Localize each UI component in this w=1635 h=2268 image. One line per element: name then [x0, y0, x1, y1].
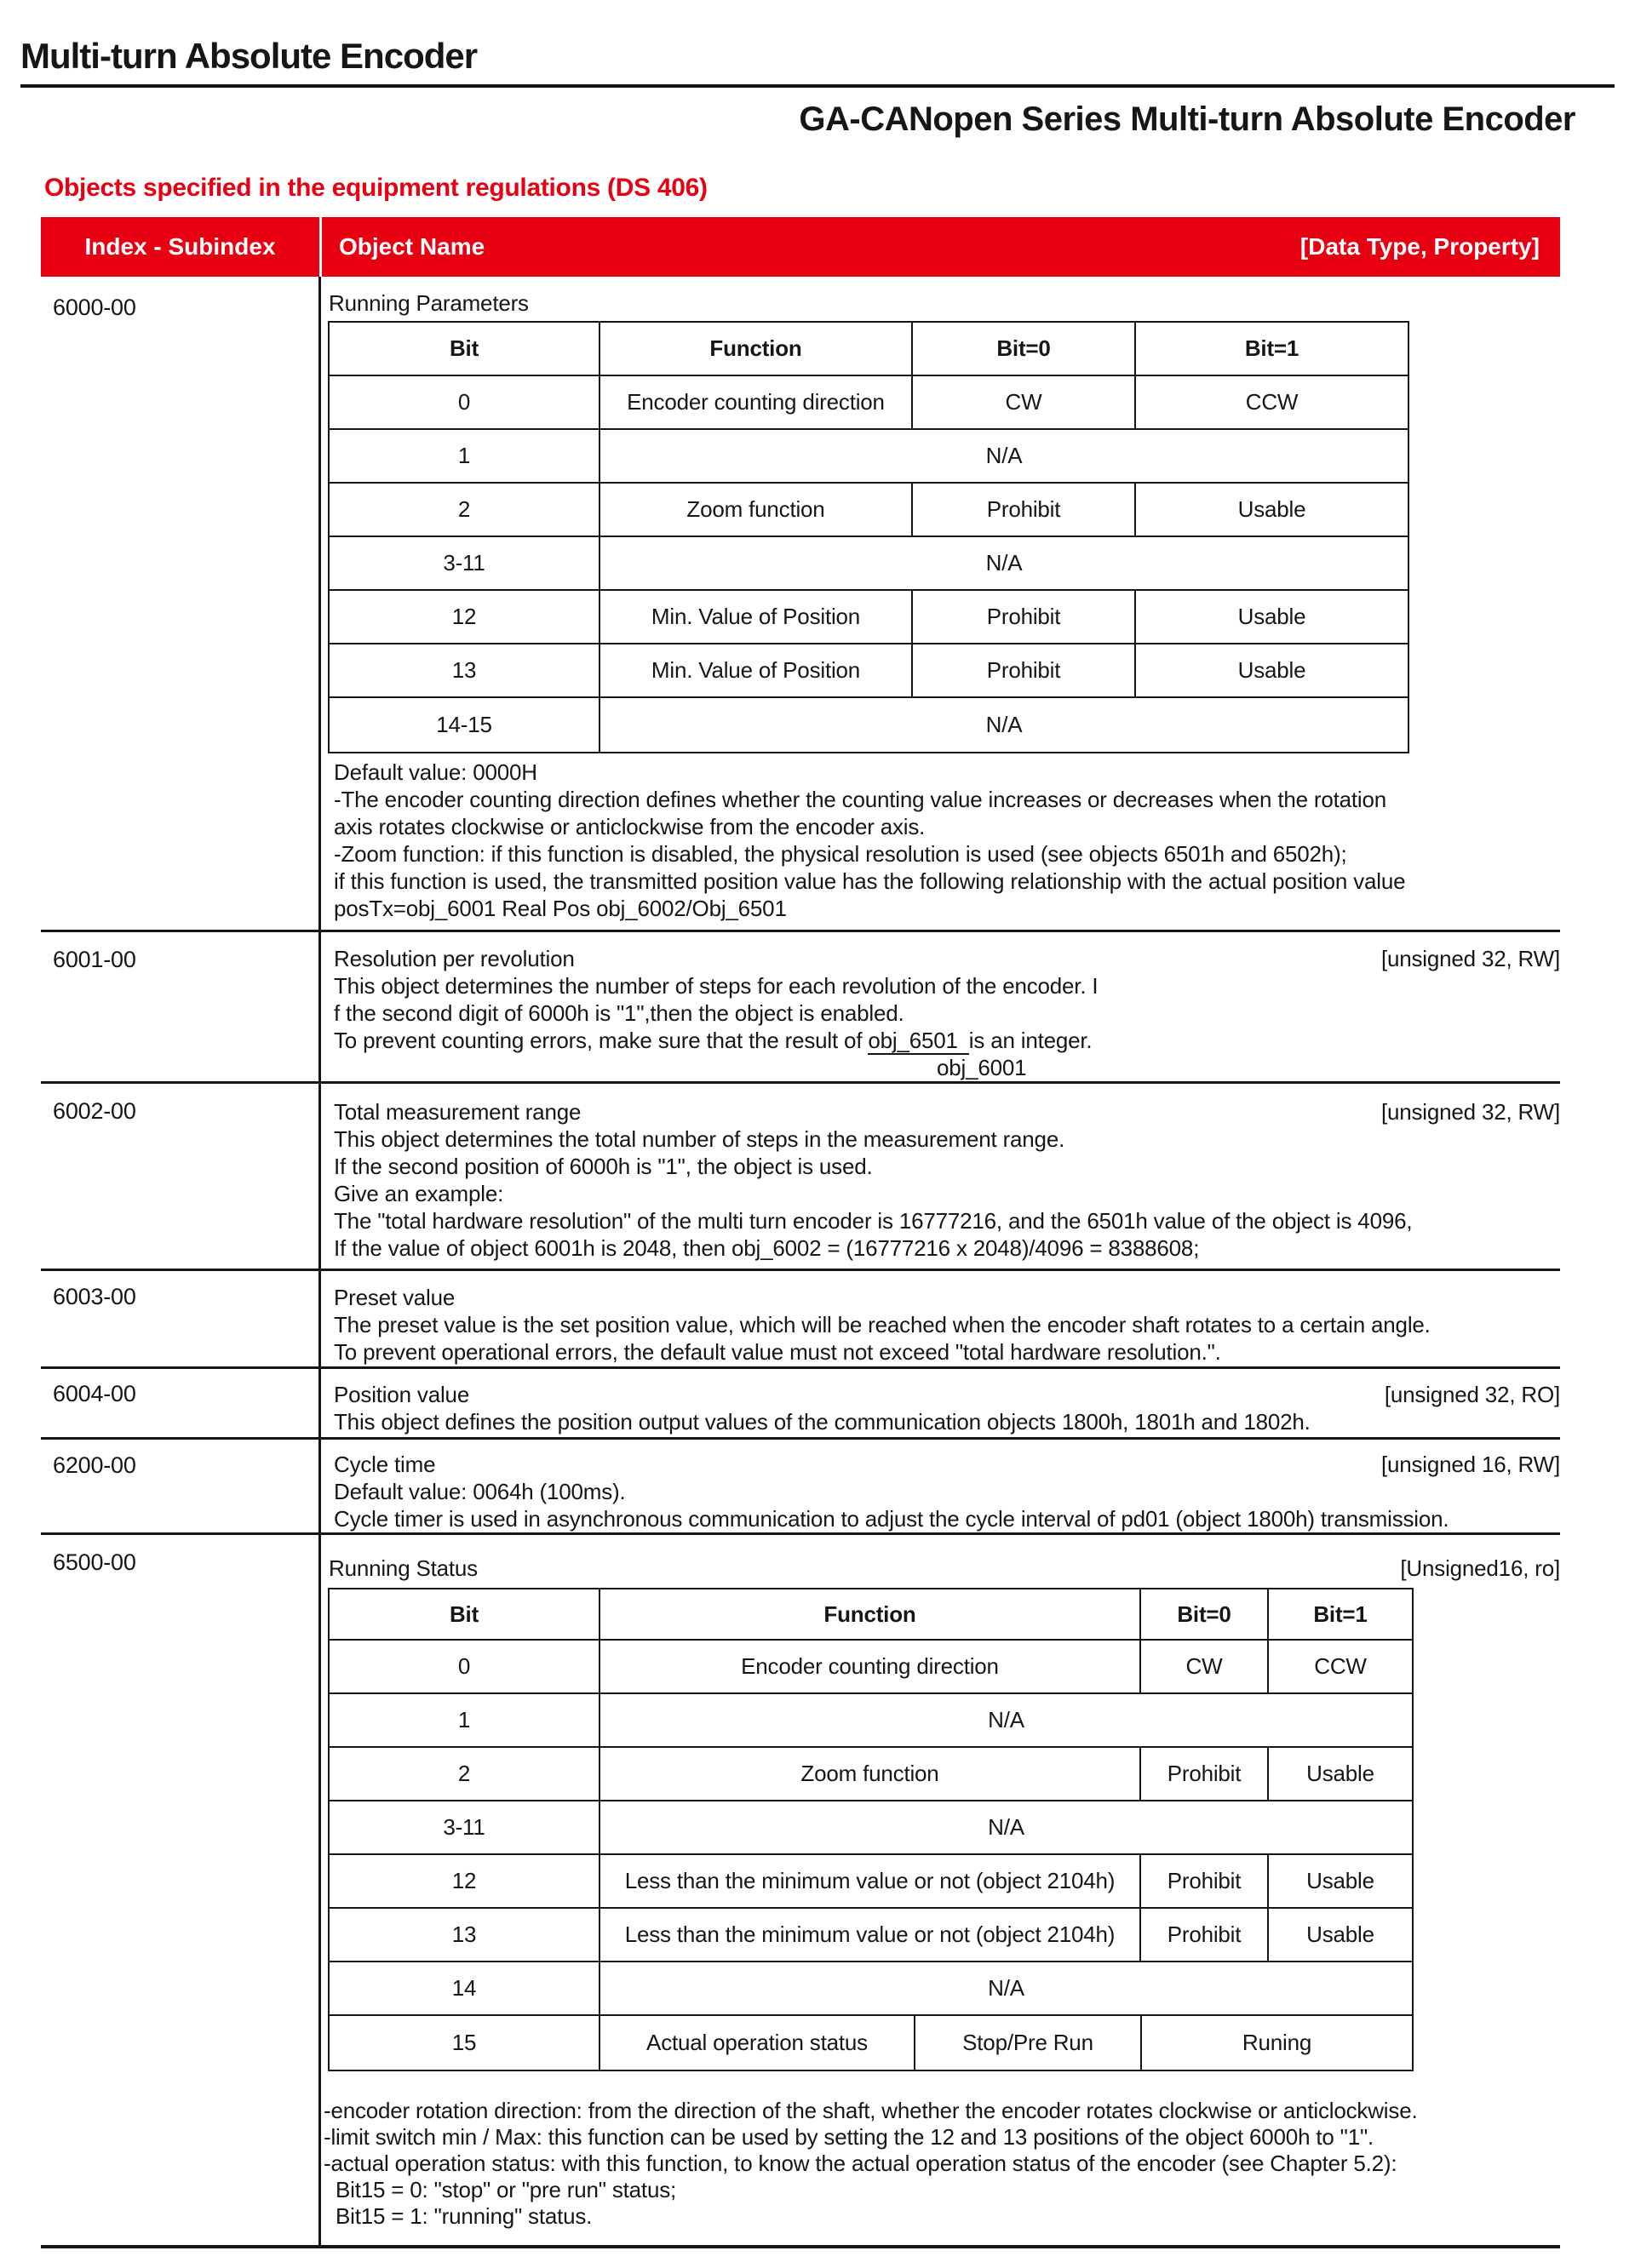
- section-heading: Objects specified in the equipment regulations (DS 406): [44, 174, 708, 202]
- cell-bit1: Usable: [1237, 657, 1306, 683]
- index-6500-00: 6500-00: [53, 1549, 136, 1575]
- cell-bit1: CCW: [1314, 1653, 1367, 1679]
- note-line: axis rotates clockwise or anticlockwise from the encoder axis.: [334, 814, 926, 839]
- column-header-index: Index - Subindex: [84, 233, 276, 260]
- header-column-divider: [319, 217, 322, 277]
- index-6200-00: 6200-00: [53, 1452, 136, 1478]
- table-row: [330, 644, 1408, 698]
- section-6002: [334, 1098, 1560, 1262]
- body-line: The preset value is the set position value, which will be reached when the encoder shaft rotates to a certain angle.: [334, 1312, 1431, 1337]
- object-name-6000: Running Parameters: [329, 290, 529, 316]
- body-line: To prevent operational errors, the default value must not exceed "total hardware resolution.".: [334, 1339, 1221, 1365]
- cell-function: Zoom function: [600, 484, 913, 536]
- cell-merged: N/A: [985, 712, 1023, 737]
- note-line: -encoder rotation direction: from the direction of the shaft, whether the encoder rotates clockwise or anticlockwise.: [324, 2098, 1418, 2123]
- section-divider: [41, 1437, 1560, 1440]
- note-line: -actual operation status: with this function, to know the actual operation status of the encoder (see Chapter 5.2):: [324, 2151, 1397, 2176]
- table-row: [330, 430, 1408, 484]
- cell-function: Less than the minimum value or not (object 2104h): [600, 1909, 1141, 1961]
- body-line: If the second position of 6000h is "1", the object is used.: [334, 1154, 873, 1179]
- cell-bit1: Usable: [1237, 604, 1306, 629]
- table-row: [330, 323, 1408, 376]
- table-row: [330, 1641, 1412, 1694]
- section-6001: [334, 945, 1560, 1081]
- table-bottom-border: [41, 2245, 1560, 2248]
- table-row: [330, 2016, 1412, 2070]
- note-line: if this function is used, the transmitted position value has the following relationship with the actual position value: [334, 868, 1406, 894]
- index-6003-00: 6003-00: [53, 1284, 136, 1309]
- running-parameters-bits-table: [328, 321, 1409, 753]
- cell-bit: 1: [330, 1694, 600, 1746]
- object-name-6200: Cycle time: [334, 1452, 436, 1477]
- note-line: -The encoder counting direction defines whether the counting value increases or decreases when the rotation: [334, 787, 1387, 812]
- body-line: The "total hardware resolution" of the multi turn encoder is 16777216, and the 6501h value of the object is 4096,: [334, 1208, 1413, 1234]
- cell-bit: 0: [330, 1641, 600, 1692]
- cell-function: Encoder counting direction: [600, 1641, 1141, 1692]
- section-divider: [41, 930, 1560, 932]
- body-line: f the second digit of 6000h is "1",then the object is enabled.: [334, 1000, 904, 1026]
- table-row: [330, 698, 1408, 752]
- table-row: [330, 591, 1408, 644]
- col-header-function: Function: [600, 1589, 1141, 1639]
- col-header-bit0: Bit=0: [1141, 1589, 1269, 1639]
- table-row: [330, 537, 1408, 591]
- cell-bit1: Usable: [1306, 1761, 1374, 1786]
- section-6500-header: [329, 1555, 1560, 1582]
- col-header-bit1: Bit=1: [1244, 335, 1299, 361]
- data-type-6002: [unsigned 32, RW]: [1380, 1099, 1560, 1125]
- cell-bit: 3-11: [330, 537, 600, 589]
- data-type-6004: [unsigned 32, RO]: [1384, 1382, 1560, 1407]
- body-line: This object determines the total number of steps in the measurement range.: [334, 1126, 1065, 1152]
- cell-merged: N/A: [988, 1814, 1024, 1840]
- note-line: Bit15 = 1: "running" status.: [336, 2203, 593, 2229]
- table-row: [330, 1801, 1412, 1855]
- table-row: [330, 484, 1408, 537]
- fraction-denominator: obj_6001: [937, 1055, 1027, 1080]
- table-header-bar: [41, 217, 1560, 277]
- cell-bit: 14-15: [330, 698, 600, 752]
- cell-merged: N/A: [988, 1975, 1024, 2001]
- index-6001-00: 6001-00: [53, 947, 136, 972]
- cell-function: Actual operation status: [600, 2016, 915, 2070]
- body-line: This object defines the position output values of the communication objects 1800h, 1801h and 1802h.: [334, 1409, 1311, 1435]
- cell-bit1: Usable: [1306, 1868, 1374, 1893]
- title-rule: [20, 84, 1615, 88]
- table-row: [330, 1962, 1412, 2016]
- cell-function: Zoom function: [600, 1748, 1141, 1800]
- data-type-6200: [unsigned 16, RW]: [1380, 1452, 1560, 1477]
- notes-6500: [324, 2098, 1417, 2230]
- object-name-6004: Position value: [334, 1382, 470, 1407]
- cell-bit0: Prohibit: [913, 644, 1136, 696]
- index-6002-00: 6002-00: [53, 1098, 136, 1124]
- cell-bit1: Usable: [1237, 496, 1306, 522]
- note-line: Bit15 = 0: "stop" or "pre run" status;: [336, 2177, 677, 2202]
- running-status-bits-table: [328, 1588, 1414, 2071]
- cell-bit: 2: [330, 1748, 600, 1800]
- cell-bit: 12: [330, 1855, 600, 1907]
- table-row: [330, 1694, 1412, 1748]
- cell-merged: N/A: [985, 443, 1023, 468]
- note-line: Default value: 0000H: [334, 759, 537, 785]
- note-line: -limit switch min / Max: this function can be used by setting the 12 and 13 positions of the object 6000h to "1".: [324, 2124, 1374, 2150]
- data-type-6500: [Unsigned16, ro]: [1400, 1555, 1560, 1581]
- doc-subtitle: GA-CANopen Series Multi-turn Absolute Encoder: [799, 100, 1575, 138]
- cell-bit0: Prohibit: [1141, 1855, 1269, 1907]
- cell-function: Encoder counting direction: [600, 376, 913, 428]
- cell-bit: 1: [330, 430, 600, 482]
- note-line: posTx=obj_6001 Real Pos obj_6002/Obj_6501: [334, 896, 787, 921]
- cell-bit: 14: [330, 1962, 600, 2014]
- body-line: To prevent counting errors, make sure that the result of obj_6501 is an integer.: [334, 1028, 1093, 1053]
- col-header-bit1: Bit=1: [1313, 1601, 1368, 1627]
- data-type-6001: [unsigned 32, RW]: [1380, 946, 1560, 971]
- col-header-bit0: Bit=0: [913, 323, 1136, 375]
- fraction-numerator: obj_6501: [868, 1028, 968, 1055]
- cell-bit0: CW: [1141, 1641, 1269, 1692]
- cell-function: Min. Value of Position: [600, 591, 913, 643]
- cell-function: Min. Value of Position: [600, 644, 913, 696]
- section-6004: [334, 1381, 1560, 1435]
- body-line: If the value of object 6001h is 2048, then obj_6002 = (16777216 x 2048)/4096 = 8388608;: [334, 1235, 1200, 1261]
- cell-bit1: Usable: [1306, 1922, 1374, 1947]
- cell-bit1: CCW: [1245, 389, 1299, 415]
- cell-bit: 2: [330, 484, 600, 536]
- cell-bit0: Prohibit: [913, 484, 1136, 536]
- index-column-divider: [318, 277, 321, 2248]
- cell-bit: 15: [330, 2016, 600, 2070]
- index-6000-00: 6000-00: [53, 295, 136, 320]
- cell-merged: N/A: [988, 1707, 1024, 1732]
- body-line: Cycle timer is used in asynchronous communication to adjust the cycle interval of pd01 (object 1800h) transmission.: [334, 1506, 1449, 1532]
- cell-bit1: Runing: [1242, 2030, 1312, 2055]
- table-row: [330, 1855, 1412, 1909]
- cell-bit0: CW: [913, 376, 1136, 428]
- cell-bit0: Stop/Pre Run: [915, 2016, 1142, 2070]
- cell-bit: 13: [330, 644, 600, 696]
- col-header-function: Function: [600, 323, 913, 375]
- table-row: [330, 376, 1408, 430]
- cell-function: Less than the minimum value or not (object 2104h): [600, 1855, 1141, 1907]
- object-name-6003: Preset value: [334, 1285, 456, 1310]
- cell-bit: 13: [330, 1909, 600, 1961]
- object-name-6002: Total measurement range: [334, 1099, 582, 1125]
- section-divider: [41, 1269, 1560, 1271]
- index-6004-00: 6004-00: [53, 1381, 136, 1406]
- section-divider: [41, 1081, 1560, 1084]
- cell-bit: 12: [330, 591, 600, 643]
- note-line: -Zoom function: if this function is disabled, the physical resolution is used (see objects 6501h and 6502h);: [334, 841, 1347, 867]
- table-row: [330, 1589, 1412, 1641]
- cell-bit0: Prohibit: [913, 591, 1136, 643]
- column-header-object-name: Object Name: [339, 233, 485, 260]
- table-row: [330, 1748, 1412, 1801]
- cell-bit0: Prohibit: [1141, 1748, 1269, 1800]
- cell-merged: N/A: [985, 550, 1023, 576]
- section-divider: [41, 1366, 1560, 1369]
- body-line: Give an example:: [334, 1181, 504, 1206]
- table-row: [330, 1909, 1412, 1962]
- body-line: Default value: 0064h (100ms).: [334, 1479, 626, 1504]
- col-header-bit: Bit: [330, 1589, 600, 1639]
- col-header-bit: Bit: [330, 323, 600, 375]
- column-header-data-type: [Data Type, Property]: [1299, 233, 1540, 260]
- object-name-6500: Running Status: [329, 1555, 478, 1581]
- notes-6000: [334, 759, 1405, 922]
- cell-bit0: Prohibit: [1141, 1909, 1269, 1961]
- cell-bit: 0: [330, 376, 600, 428]
- page-title: Multi-turn Absolute Encoder: [20, 36, 478, 76]
- section-divider: [41, 1532, 1560, 1535]
- object-name-6001: Resolution per revolution: [334, 946, 575, 971]
- section-6200: [334, 1451, 1560, 1532]
- cell-bit: 3-11: [330, 1801, 600, 1853]
- section-6003: [334, 1284, 1560, 1366]
- body-line: This object determines the number of steps for each revolution of the encoder. I: [334, 973, 1099, 999]
